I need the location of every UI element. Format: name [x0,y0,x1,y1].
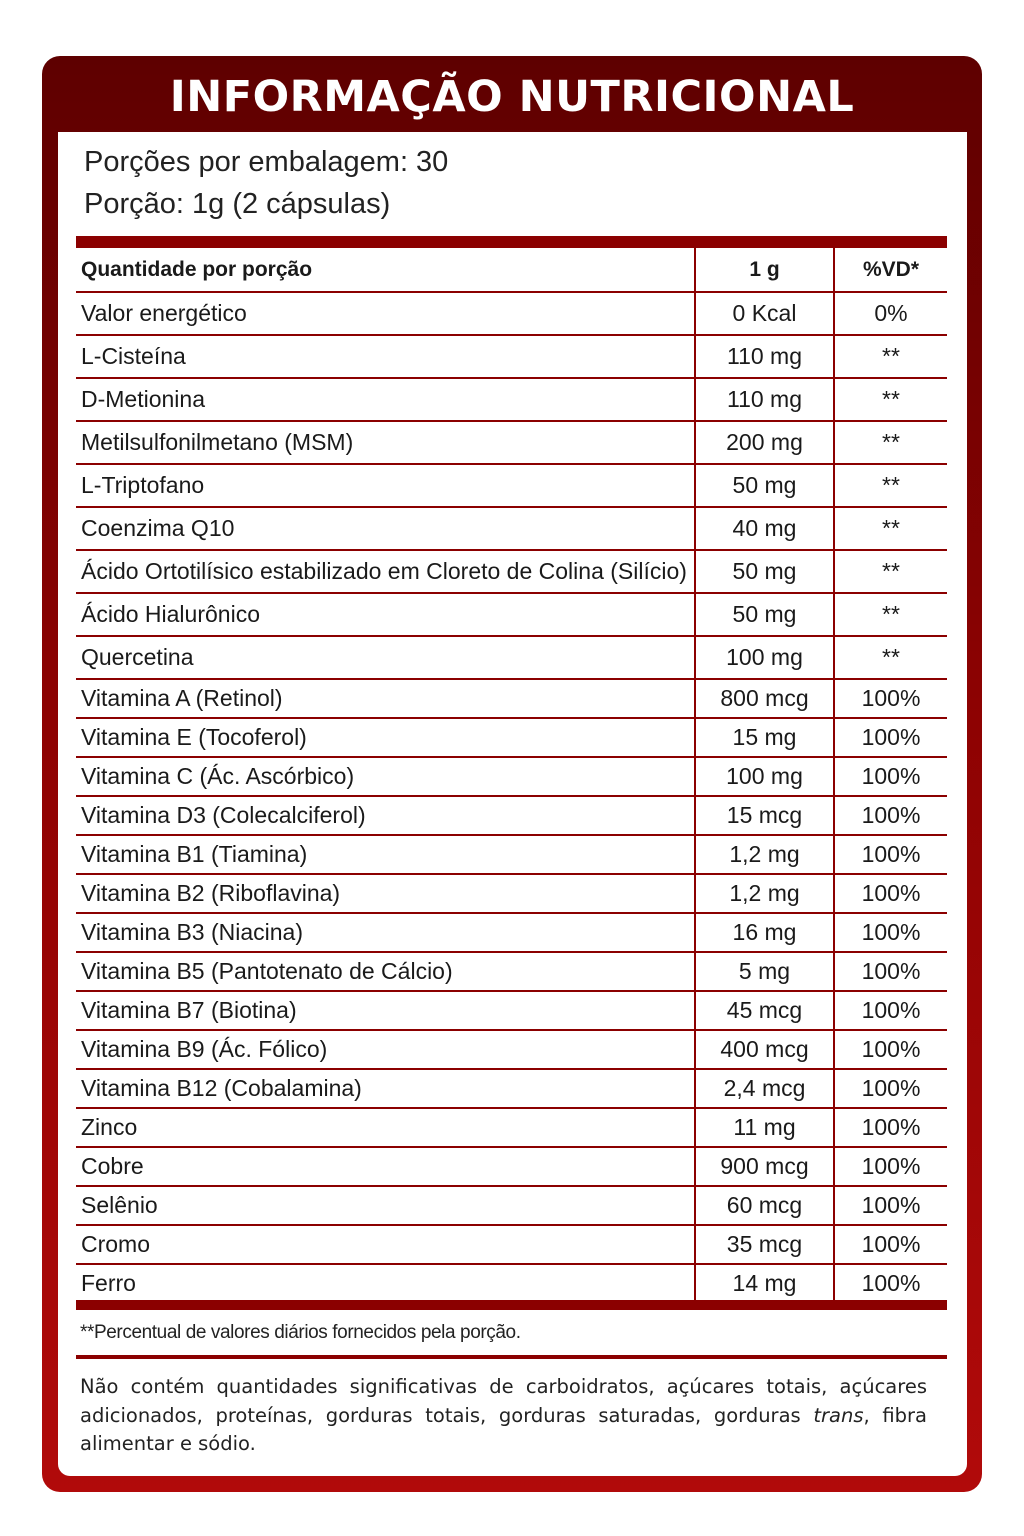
table-row [76,991,947,1030]
table-row [76,718,947,757]
table-row [76,550,947,593]
table-row [76,1186,947,1225]
top-divider [76,236,947,248]
nutrient-amount: 1,2 mg [695,835,834,874]
table-row [76,874,947,913]
nutrient-name: Valor energético [76,292,695,335]
nutrient-name: Cobre [76,1147,695,1186]
nutrient-name: Ácido Hialurônico [76,593,695,636]
nutrient-daily-value: ** [834,421,947,464]
disclaimer-part-2: , fibra alimentar e sódio. [80,1403,927,1455]
nutrient-daily-value: 100% [834,1225,947,1264]
nutrient-daily-value: 100% [834,1069,947,1108]
nutrient-daily-value: 100% [834,1186,947,1225]
table-row [76,378,947,421]
header-amount: 1 g [695,248,834,292]
header-quantity-label: Quantidade por porção [76,248,695,292]
nutrient-daily-value: 100% [834,874,947,913]
nutrient-daily-value: ** [834,550,947,593]
nutrient-amount: 400 mcg [695,1030,834,1069]
nutrient-daily-value: 100% [834,991,947,1030]
nutrient-name: Ácido Ortotilísico estabilizado em Cloreto de Colina (Silício) [76,550,695,593]
nutrient-name: Vitamina B9 (Ác. Fólico) [76,1030,695,1069]
nutrient-name: L-Cisteína [76,335,695,378]
nutrient-name: Selênio [76,1186,695,1225]
nutrient-daily-value: 100% [834,1030,947,1069]
table-row [76,1030,947,1069]
nutrient-name: L-Triptofano [76,464,695,507]
nutrient-name: Vitamina B3 (Niacina) [76,913,695,952]
table-row [76,507,947,550]
table-row [76,1264,947,1302]
table-row [76,292,947,335]
nutrient-name: D-Metionina [76,378,695,421]
nutrient-amount: 35 mcg [695,1225,834,1264]
nutrient-daily-value: 100% [834,796,947,835]
nutrient-name: Metilsulfonilmetano (MSM) [76,421,695,464]
nutrient-daily-value: ** [834,378,947,421]
nutrient-name: Vitamina C (Ác. Ascórbico) [76,757,695,796]
nutrient-amount: 50 mg [695,464,834,507]
nutrient-amount: 50 mg [695,593,834,636]
table-row [76,835,947,874]
nutrient-daily-value: 100% [861,1270,921,1296]
table-row [76,952,947,991]
nutrient-name: Vitamina B7 (Biotina) [76,991,695,1030]
nutrient-name: Vitamina E (Tocoferol) [76,718,695,757]
disclaimer-text [80,1373,927,1459]
table-row [76,1147,947,1186]
nutrient-daily-value: ** [834,464,947,507]
nutrient-name: Vitamina B2 (Riboflavina) [76,874,695,913]
table-row [76,1069,947,1108]
nutrient-daily-value: 100% [834,913,947,952]
footnote-divider [76,1355,947,1359]
nutrient-name: Ferro [76,1264,695,1302]
nutrient-amount: 800 mcg [695,679,834,718]
disclaimer-italic: trans [813,1403,864,1427]
footnote: **Percentual de valores diários fornecidos pela porção. [80,1322,521,1343]
nutrient-amount: 15 mg [695,718,834,757]
nutrient-name: Quercetina [76,636,695,679]
nutrient-daily-value: 0% [834,292,947,335]
nutrient-daily-value: ** [834,636,947,679]
nutrient-daily-value: 100% [834,757,947,796]
table-row [76,593,947,636]
table-row [76,636,947,679]
nutrient-amount: 110 mg [695,335,834,378]
nutrient-name: Vitamina D3 (Colecalciferol) [76,796,695,835]
table-row [76,464,947,507]
nutrient-amount: 110 mg [695,378,834,421]
nutrient-daily-value: 100% [834,835,947,874]
nutrient-amount: 2,4 mcg [695,1069,834,1108]
nutrient-name: Vitamina A (Retinol) [76,679,695,718]
nutrient-name: Vitamina B12 (Cobalamina) [76,1069,695,1108]
disclaimer-part-1: Não contém quantidades significativas de carboidratos, açúcares totais, açúcares adicionados, proteínas, gorduras totais, gorduras saturadas, gorduras [80,1375,927,1427]
table-row [76,1225,947,1264]
table-row [76,679,947,718]
nutrient-daily-value: ** [834,335,947,378]
nutrient-daily-value: 100% [834,1108,947,1147]
table-row [76,335,947,378]
servings-per-package: Porções por embalagem: 30 [84,146,449,178]
nutrient-amount: 0 Kcal [695,292,834,335]
table-row [76,913,947,952]
nutrient-daily-value: 100% [834,679,947,718]
nutrient-amount: 40 mg [695,507,834,550]
table-row [76,796,947,835]
nutrient-amount: 900 mcg [695,1147,834,1186]
header-daily-value: %VD* [834,248,947,292]
table-row [76,1108,947,1147]
nutrient-amount: 14 mg [695,1264,834,1302]
nutrient-name: Coenzima Q10 [76,507,695,550]
label-title: INFORMAÇÃO NUTRICIONAL [169,72,855,122]
table-row [76,757,947,796]
nutrient-amount: 11 mg [695,1108,834,1147]
nutrient-amount: 60 mcg [695,1186,834,1225]
nutrient-name: Cromo [76,1225,695,1264]
table-row [76,421,947,464]
nutrient-amount: 45 mcg [695,991,834,1030]
nutrient-amount: 5 mg [695,952,834,991]
bottom-divider [76,1300,947,1310]
nutrient-daily-value: 100% [834,952,947,991]
nutrient-name: Zinco [76,1108,695,1147]
nutrient-name: Vitamina B5 (Pantotenato de Cálcio) [76,952,695,991]
nutrient-amount: 200 mg [695,421,834,464]
nutrient-daily-value: 100% [834,718,947,757]
nutrient-amount: 50 mg [695,550,834,593]
nutrient-amount: 100 mg [695,757,834,796]
nutrient-daily-value: ** [834,593,947,636]
nutrient-amount: 16 mg [695,913,834,952]
nutrient-name: Vitamina B1 (Tiamina) [76,835,695,874]
table-header-row [76,248,947,292]
nutrient-amount: 15 mcg [695,796,834,835]
nutrition-table [76,248,947,1302]
nutrient-daily-value: ** [834,507,947,550]
serving-size: Porção: 1g (2 cápsulas) [84,188,391,220]
nutrient-daily-value: 100% [834,1147,947,1186]
nutrient-amount: 1,2 mg [695,874,834,913]
nutrient-amount: 100 mg [695,636,834,679]
